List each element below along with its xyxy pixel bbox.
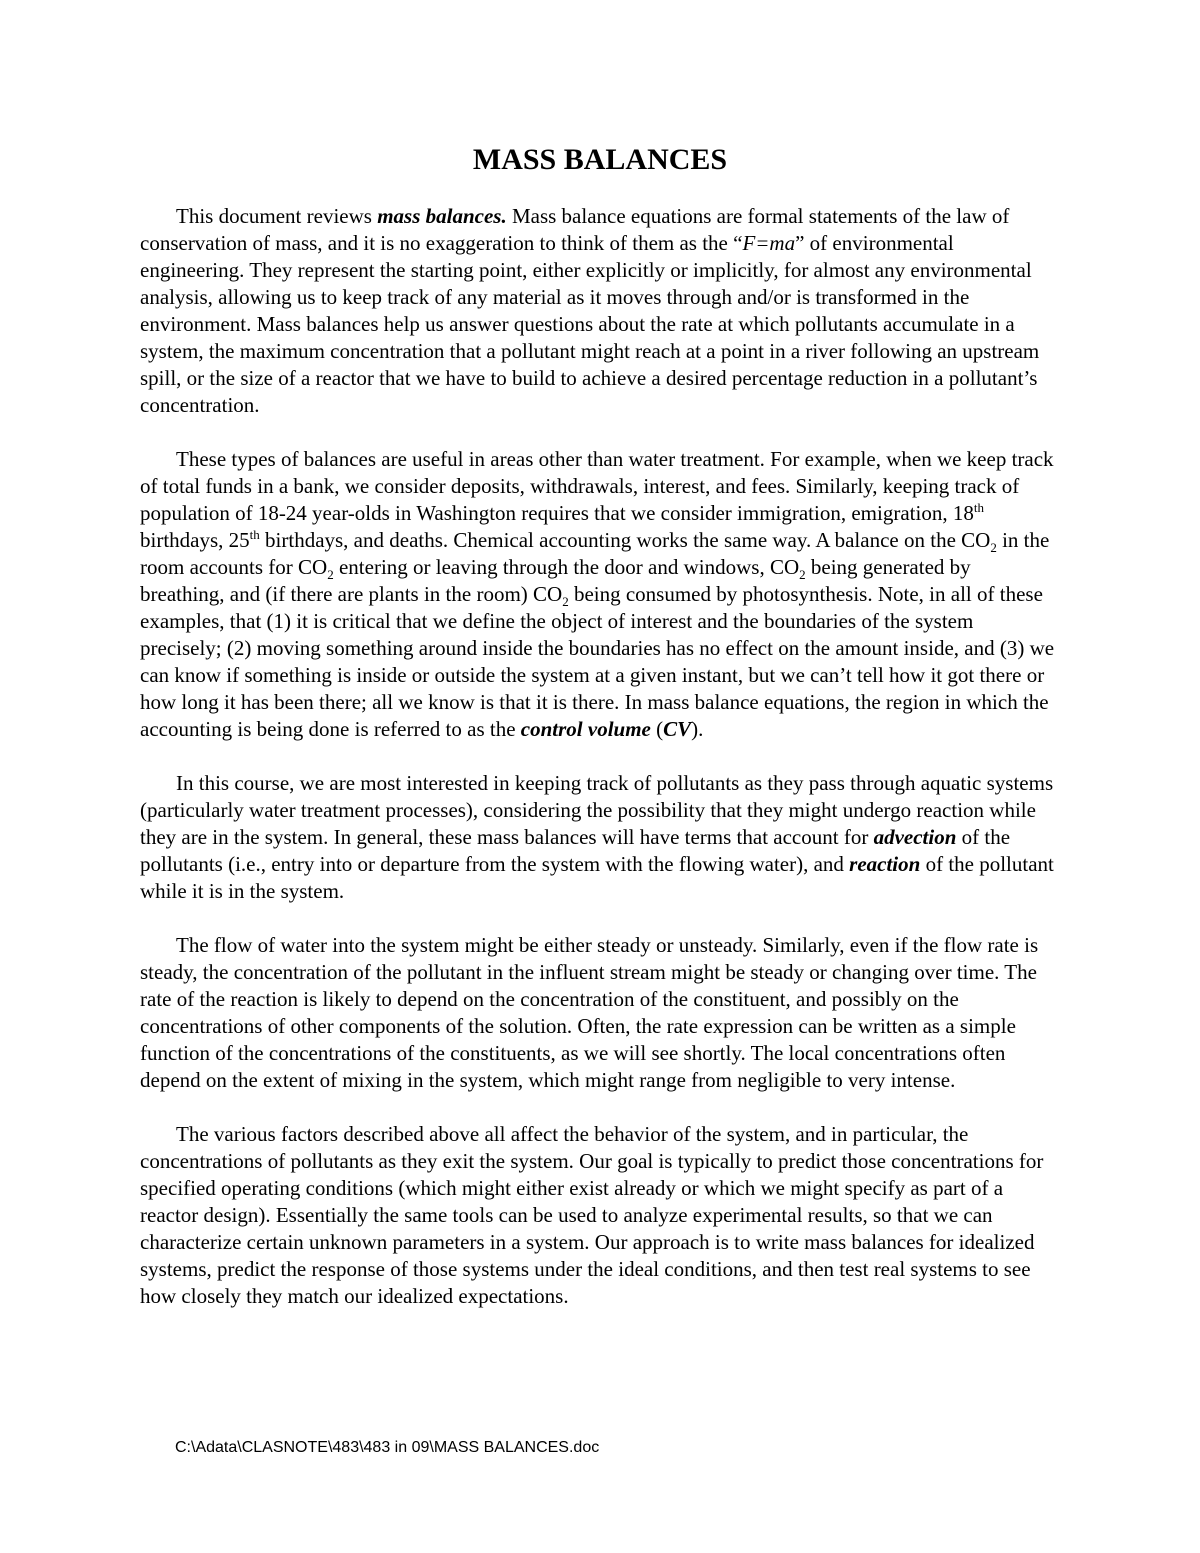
text-run: being generated by breathing, and (if there are plants in the room) CO bbox=[140, 555, 971, 606]
subscript: 2 bbox=[990, 540, 997, 556]
text-run: ). bbox=[691, 717, 704, 741]
text-run: of the pollutants (i.e., entry into or departure from the system with the flowing water), and bbox=[140, 825, 1011, 876]
document-body bbox=[140, 203, 1060, 1310]
paragraph-intro bbox=[140, 203, 1060, 419]
key-term-advection: advection bbox=[873, 825, 957, 849]
text-run: birthdays, 25 bbox=[140, 528, 250, 552]
subscript: 2 bbox=[562, 594, 569, 610]
key-term-cv: CV bbox=[663, 717, 692, 741]
text-run: ” of environmental engineering. They represent the starting point, either explicitly or implicitly, for almost any environmental analysis, allowing us to keep track of any material as it moves through and/or is transformed in the environment. Mass balances help us answer questions about the rate at which pollutants accumulate in a system, the maximum concentration that a pollutant might reach at a point in a river following an upstream spill, or the size of a reactor that we have to build to achieve a desired percentage reduction in a pollutant’s concentration. bbox=[140, 231, 1040, 417]
key-term-reaction: reaction bbox=[849, 852, 921, 876]
text-run: in the room accounts for CO bbox=[140, 528, 1050, 579]
paragraph-goals: The various factors described above all affect the behavior of the system, and in particular, the concentrations of pollutants as they exit the system. Our goal is typically to predict those concentrations for specified operating conditions (which might either exist already or which we might specify as part of a reactor design). Essentially the same tools can be used to analyze experimental results, so that we can characterize certain unknown parameters in a system. Our approach is to write mass balances for idealized systems, predict the response of those systems under the ideal conditions, and then test real systems to see how closely they match our idealized expectations. bbox=[140, 1122, 1044, 1308]
subscript: 2 bbox=[799, 567, 806, 583]
key-term-mass-balances: mass balances. bbox=[377, 204, 507, 228]
text-run: of the pollutant while it is in the system. bbox=[140, 852, 1054, 903]
text-run: being consumed by photosynthesis. Note, in all of these examples, that (1) it is critical that we define the object of interest and the boundaries of the system precisely; (2) moving something around inside the boundaries has no effect on the amount inside, and (3) we can know if something is inside or outside the system at a given instant, but we can’t tell how it got there or how long it has been there; all we know is that it is there. In mass balance equations, the region in which the accounting is being done is referred to as the bbox=[140, 582, 1055, 741]
subscript: 2 bbox=[327, 567, 334, 583]
text-run: entering or leaving through the door and windows, CO bbox=[333, 555, 800, 579]
text-run: These types of balances are useful in areas other than water treatment. For example, when we keep track of total funds in a bank, we consider deposits, withdrawals, interest, and fees. Similarly, keeping track of population of 18-24 year-olds in Washington requires that we consider immigration, emigration, 18 bbox=[140, 447, 1054, 525]
superscript: th bbox=[973, 500, 984, 515]
key-term-control-volume: control volume bbox=[520, 717, 651, 741]
text-run: This document reviews bbox=[176, 204, 378, 228]
text-run: birthdays, and deaths. Chemical accounting works the same way. A balance on the CO bbox=[259, 528, 991, 552]
superscript: th bbox=[249, 527, 260, 542]
text-run: ( bbox=[650, 717, 664, 741]
equation-f-ma: F=ma bbox=[742, 231, 796, 255]
text-run: Mass balance equations are formal statements of the law of conservation of mass, and it is no exaggeration to think of them as the “ bbox=[140, 204, 1010, 255]
paragraph-examples bbox=[140, 446, 1060, 743]
paragraph-course-focus bbox=[140, 770, 1060, 905]
paragraph-flow: The flow of water into the system might be either steady or unsteady. Similarly, even if the flow rate is steady, the concentration of the pollutant in the influent stream might be steady or changing over time. The rate of the reaction is likely to depend on the concentration of the constituent, and possibly on the concentrations of other components of the solution. Often, the rate expression can be written as a simple function of the concentrations of the constituents, as we will see shortly. The local concentrations often depend on the extent of mixing in the system, which might range from negligible to very intense. bbox=[140, 933, 1039, 1092]
page-title: MASS BALANCES bbox=[472, 143, 728, 176]
footer-file-path: C:\Adata\CLASNOTE\483\483 in 09\MASS BALANCES.doc bbox=[175, 1439, 600, 1456]
text-run: In this course, we are most interested in keeping track of pollutants as they pass through aquatic systems (particularly water treatment processes), considering the possibility that they might undergo reaction while they are in the system. In general, these mass balances will have terms that account for bbox=[140, 771, 1054, 849]
